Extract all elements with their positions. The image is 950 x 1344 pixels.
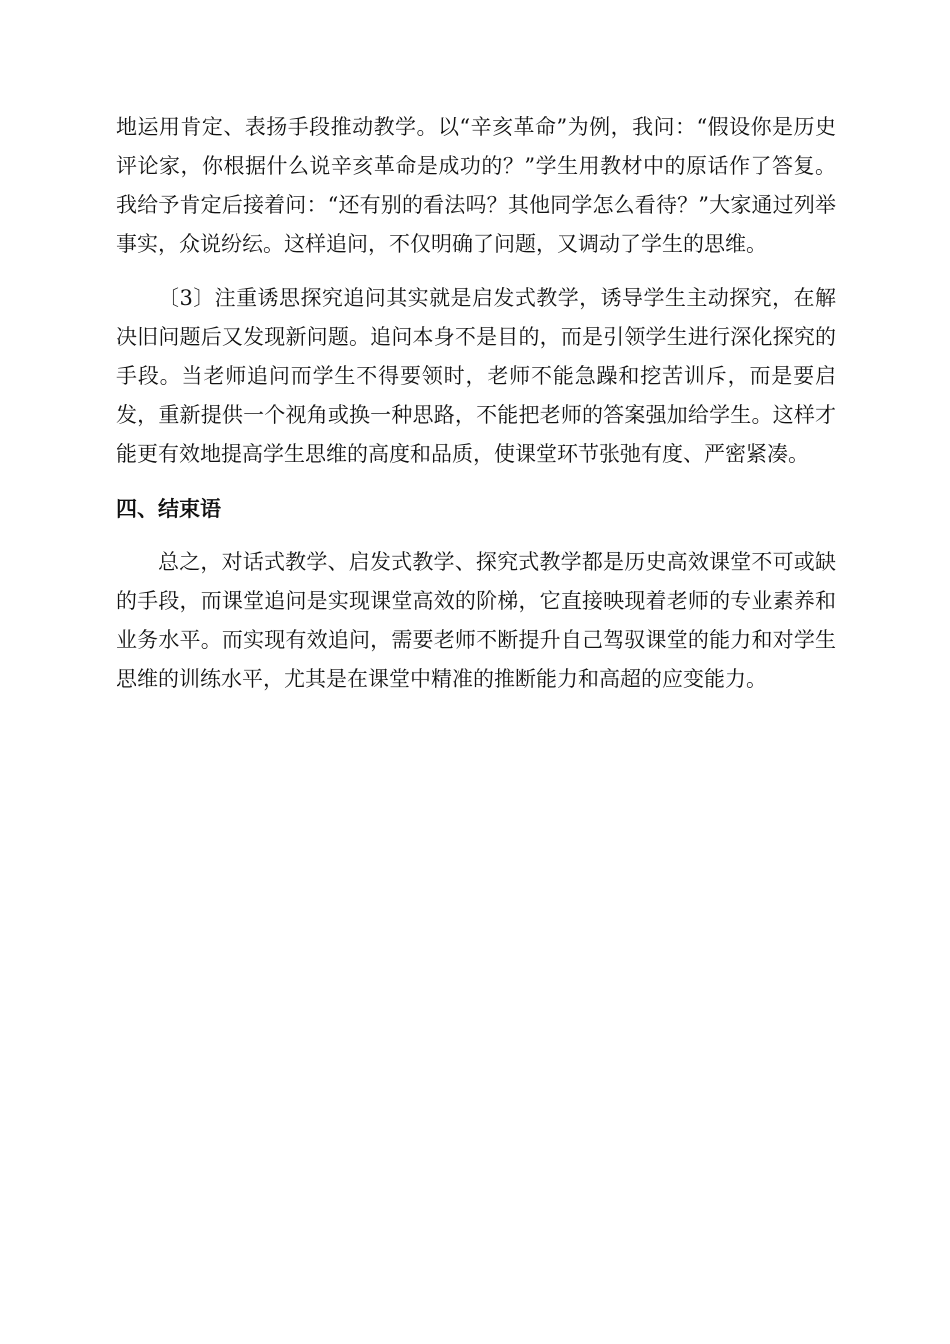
section-heading-conclusion: 四、结束语	[116, 497, 221, 521]
paragraph-point-3: 〔3〕注重诱思探究追问其实就是启发式教学，诱导学生主动探究，在解决旧问题后又发现新问题。追问本身不是目的，而是引领学生进行深化探究的手段。当老师追问而学生不得要领时，老师不能急躁和挖苦训斥，而是要启发，重新提供一个视角或换一种思路，不能把老师的答案强加给学生。这样才能更有效地提高学生思维的高度和品质，使课堂环节张弛有度、严密紧凑。	[116, 286, 836, 466]
paragraph-conclusion: 总之，对话式教学、启发式教学、探究式教学都是历史高效课堂不可或缺的手段，而课堂追问是实现课堂高效的阶梯，它直接映现着老师的专业素养和业务水平。而实现有效追问，需要老师不断提升自己驾驭课堂的能力和对学生思维的训练水平，尤其是在课堂中精准的推断能力和高超的应变能力。	[116, 550, 836, 691]
paragraph-continuation: 地运用肯定、表扬手段推动教学。以“辛亥革命”为例，我问：“假设你是历史评论家，你根据什么说辛亥革命是成功的？”学生用教材中的原话作了答复。我给予肯定后接着问：“还有别的看法吗？其他同学怎么看待？”大家通过列举事实，众说纷纭。这样追问，不仅明确了问题，又调动了学生的思维。	[116, 115, 836, 256]
document-body	[116, 108, 836, 699]
